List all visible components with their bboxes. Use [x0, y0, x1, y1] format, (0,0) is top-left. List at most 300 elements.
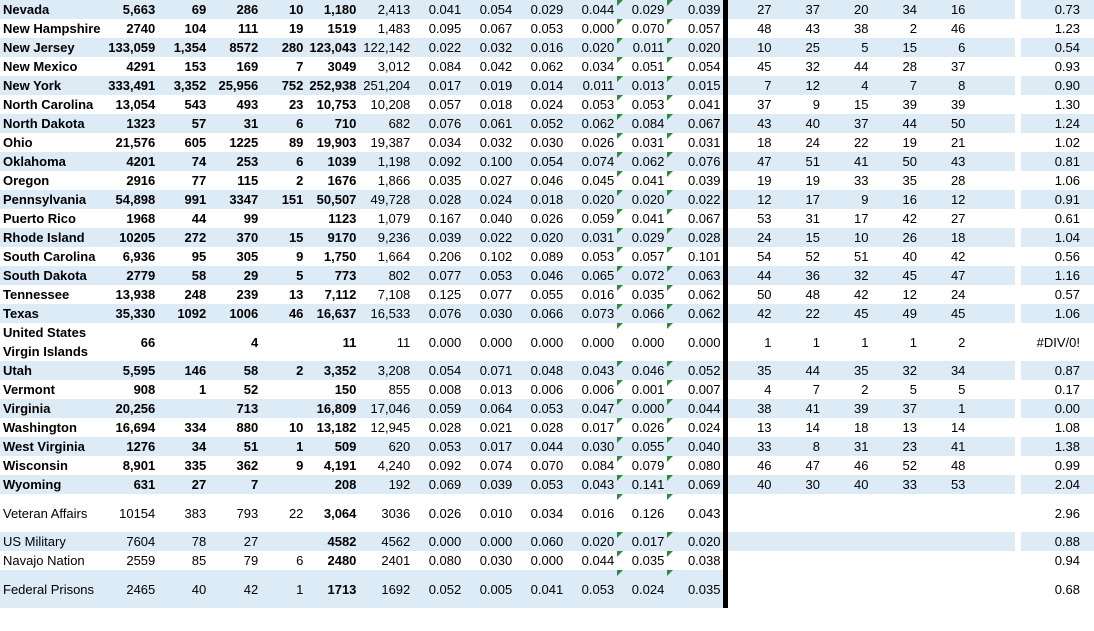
ratio-cell[interactable]: 1.24 [1021, 114, 1094, 133]
cell-r1[interactable]: 0.000 [428, 334, 462, 350]
cell-r3[interactable]: 0.052 [515, 114, 566, 133]
row-label[interactable]: Tennessee [3, 287, 70, 302]
rank-k1[interactable] [728, 551, 775, 570]
rank-k4[interactable] [871, 551, 919, 570]
rank-k1[interactable]: 24 [728, 228, 775, 247]
cell-c2[interactable]: 78 [158, 532, 209, 551]
rank-k3[interactable] [823, 532, 871, 551]
cell-r2[interactable]: 0.053 [464, 266, 515, 285]
rank-k5[interactable] [920, 570, 968, 608]
cell-r3[interactable]: 0.066 [515, 304, 566, 323]
cell-r3[interactable]: 0.006 [530, 382, 564, 397]
rank-k2[interactable]: 12 [775, 76, 823, 95]
cell-c1[interactable]: 4291 [126, 59, 156, 74]
cell-c3[interactable]: 8572 [209, 38, 261, 57]
rank-k2[interactable]: 32 [805, 59, 820, 74]
row-label[interactable]: Utah [0, 361, 104, 380]
ratio-cell[interactable]: 0.56 [1054, 249, 1080, 264]
cell-c4[interactable]: 9 [296, 249, 304, 264]
cell-r1[interactable]: 0.125 [428, 287, 462, 302]
cell-r2[interactable]: 0.013 [479, 382, 513, 397]
rank-k5[interactable]: 14 [950, 420, 966, 435]
cell-r1[interactable]: 0.077 [413, 266, 464, 285]
cell-r5[interactable]: 0.055 [617, 437, 667, 456]
cell-c2[interactable]: 57 [158, 114, 209, 133]
cell-r1[interactable]: 0.000 [413, 532, 464, 551]
cell-r3[interactable]: 0.053 [530, 21, 564, 36]
rank-k4[interactable]: 28 [902, 59, 917, 74]
cell-r1[interactable]: 0.041 [413, 0, 464, 19]
cell-c3[interactable]: 239 [236, 287, 259, 302]
rank-k5[interactable]: 48 [950, 458, 966, 473]
cell-r3[interactable]: 0.041 [515, 570, 566, 608]
rank-k4[interactable]: 26 [871, 228, 919, 247]
cell-c6[interactable]: 802 [359, 266, 413, 285]
cell-r2[interactable]: 0.024 [464, 190, 515, 209]
cell-c5[interactable]: 3,352 [306, 361, 359, 380]
cell-r2[interactable]: 0.027 [479, 173, 513, 188]
row-label[interactable]: Texas [0, 304, 104, 323]
rank-k1[interactable]: 1 [764, 334, 772, 350]
cell-c5[interactable]: 13,182 [316, 420, 357, 435]
cell-c1[interactable]: 7604 [104, 532, 159, 551]
cell-c2[interactable]: 1,354 [158, 38, 209, 57]
cell-c4[interactable]: 1 [261, 437, 306, 456]
cell-c3[interactable]: 42 [209, 570, 261, 608]
rank-k3[interactable]: 44 [854, 59, 869, 74]
ratio-cell[interactable]: 1.30 [1054, 97, 1080, 112]
row-label[interactable]: Washington [3, 420, 77, 435]
cell-c5[interactable]: 3,064 [323, 505, 357, 521]
row-label[interactable]: Virginia [0, 399, 104, 418]
cell-c2[interactable]: 1092 [158, 304, 209, 323]
rank-k1[interactable]: 38 [728, 399, 775, 418]
cell-r4[interactable]: 0.047 [566, 399, 617, 418]
cell-c6[interactable]: 620 [359, 437, 413, 456]
cell-c6[interactable]: 11 [396, 334, 411, 350]
rank-k4[interactable]: 39 [902, 97, 917, 112]
ratio-cell[interactable]: 0.93 [1054, 59, 1080, 74]
rank-k2[interactable]: 52 [805, 249, 820, 264]
cell-r4[interactable]: 0.031 [566, 228, 617, 247]
rank-k4[interactable] [871, 570, 919, 608]
cell-r1[interactable]: 0.084 [428, 59, 462, 74]
rank-k3[interactable]: 2 [861, 382, 869, 397]
cell-r1[interactable]: 0.092 [413, 152, 464, 171]
cell-c5[interactable]: 16,637 [306, 304, 359, 323]
rank-k3[interactable]: 17 [854, 211, 869, 226]
rank-k1[interactable]: 7 [728, 76, 775, 95]
cell-r1[interactable]: 0.206 [428, 249, 462, 264]
cell-c5[interactable]: 252,938 [306, 76, 359, 95]
cell-r5[interactable]: 0.057 [617, 247, 667, 266]
rank-k5[interactable]: 37 [950, 59, 966, 74]
cell-r5[interactable]: 0.035 [617, 285, 667, 304]
cell-r3[interactable]: 0.018 [515, 190, 566, 209]
rank-k2[interactable]: 40 [775, 114, 823, 133]
cell-c3[interactable]: 58 [209, 361, 261, 380]
cell-c6[interactable]: 17,046 [359, 399, 413, 418]
cell-r1[interactable]: 0.017 [413, 76, 464, 95]
cell-r6[interactable]: 0.024 [667, 418, 723, 437]
cell-r3[interactable]: 0.048 [515, 361, 566, 380]
cell-c4[interactable]: 6 [261, 114, 306, 133]
cell-c1[interactable]: 2559 [126, 553, 156, 568]
cell-c1[interactable]: 13,938 [115, 287, 156, 302]
cell-c4[interactable]: 10 [288, 420, 304, 435]
cell-c1[interactable]: 13,054 [115, 97, 156, 112]
cell-r5[interactable]: 0.126 [617, 494, 667, 532]
rank-k2[interactable]: 24 [805, 135, 820, 150]
cell-c4[interactable]: 19 [288, 21, 304, 36]
cell-r5[interactable]: 0.011 [617, 38, 667, 57]
cell-r1[interactable]: 0.028 [428, 420, 462, 435]
cell-c2[interactable]: 153 [184, 59, 207, 74]
cell-c6[interactable]: 1,866 [377, 173, 411, 188]
cell-r3[interactable]: 0.046 [515, 266, 566, 285]
rank-k5[interactable]: 8 [920, 76, 968, 95]
cell-r4[interactable]: 0.053 [581, 249, 615, 264]
cell-c3[interactable]: 7 [209, 475, 261, 494]
cell-r4[interactable]: 0.034 [581, 59, 615, 74]
rank-k3[interactable]: 31 [823, 437, 871, 456]
cell-r3[interactable]: 0.053 [515, 475, 566, 494]
rank-k3[interactable] [823, 570, 871, 608]
rank-k3[interactable]: 39 [823, 399, 871, 418]
cell-r2[interactable]: 0.000 [464, 532, 515, 551]
ratio-cell[interactable]: 2.96 [1021, 494, 1094, 532]
rank-k2[interactable]: 1 [812, 334, 820, 350]
cell-r2[interactable]: 0.019 [464, 76, 515, 95]
cell-r5[interactable]: 0.000 [617, 323, 667, 361]
cell-c6[interactable]: 1,664 [377, 249, 411, 264]
cell-c4[interactable] [261, 399, 306, 418]
cell-c2[interactable]: 85 [191, 553, 207, 568]
rank-k4[interactable]: 50 [871, 152, 919, 171]
rank-k3[interactable]: 10 [823, 228, 871, 247]
rank-k1[interactable] [728, 570, 775, 608]
cell-c6[interactable]: 122,142 [359, 38, 413, 57]
rank-k1[interactable]: 33 [728, 437, 775, 456]
rank-k4[interactable]: 42 [902, 211, 917, 226]
cell-r3[interactable]: 0.046 [530, 173, 564, 188]
cell-r2[interactable]: 0.018 [479, 97, 513, 112]
cell-r2[interactable]: 0.032 [479, 135, 513, 150]
cell-c6[interactable]: 1692 [359, 570, 413, 608]
cell-r6[interactable]: 0.043 [667, 494, 723, 532]
cell-c2[interactable] [158, 399, 209, 418]
cell-c3[interactable]: 169 [236, 59, 259, 74]
rank-k5[interactable]: 2 [958, 334, 966, 350]
rank-k1[interactable]: 13 [757, 420, 772, 435]
ratio-cell[interactable]: 0.91 [1021, 190, 1094, 209]
cell-r2[interactable]: 0.017 [464, 437, 515, 456]
cell-r3[interactable]: 0.053 [515, 399, 566, 418]
cell-c5[interactable]: 11 [342, 334, 357, 350]
cell-c4[interactable]: 23 [288, 97, 304, 112]
cell-r6[interactable]: 0.062 [667, 285, 723, 304]
rank-k2[interactable]: 19 [805, 173, 820, 188]
ratio-cell[interactable]: 1.23 [1054, 21, 1080, 36]
cell-c3[interactable]: 4 [251, 334, 259, 350]
rank-k5[interactable]: 18 [920, 228, 968, 247]
rank-k4[interactable]: 40 [902, 249, 917, 264]
rank-k2[interactable] [775, 532, 823, 551]
row-label[interactable]: Federal Prisons [0, 570, 104, 608]
row-label[interactable]: Nevada [0, 0, 104, 19]
rank-k3[interactable]: 42 [854, 287, 869, 302]
cell-c1[interactable]: 1968 [126, 211, 156, 226]
rank-k1[interactable]: 48 [757, 21, 772, 36]
rank-k1[interactable]: 50 [757, 287, 772, 302]
rank-k3[interactable]: 35 [823, 361, 871, 380]
cell-r1[interactable]: 0.008 [428, 382, 462, 397]
cell-c6[interactable]: 4562 [359, 532, 413, 551]
row-label[interactable]: New Mexico [3, 59, 78, 74]
cell-c3[interactable]: 1225 [229, 135, 259, 150]
cell-c2[interactable]: 95 [191, 249, 207, 264]
cell-c5[interactable]: 123,043 [306, 38, 359, 57]
cell-r2[interactable]: 0.022 [464, 228, 515, 247]
rank-k5[interactable]: 21 [950, 135, 966, 150]
cell-r4[interactable]: 0.017 [581, 420, 615, 435]
cell-c1[interactable]: 35,330 [104, 304, 159, 323]
cell-c1[interactable]: 6,936 [122, 249, 156, 264]
cell-r3[interactable]: 0.089 [530, 249, 564, 264]
rank-k4[interactable]: 16 [871, 190, 919, 209]
cell-c6[interactable]: 12,945 [370, 420, 411, 435]
rank-k4[interactable]: 13 [902, 420, 917, 435]
cell-r4[interactable]: 0.062 [566, 114, 617, 133]
rank-k2[interactable]: 25 [775, 38, 823, 57]
rank-k4[interactable]: 15 [871, 38, 919, 57]
row-label[interactable]: Wisconsin [3, 458, 68, 473]
cell-c1[interactable]: 2465 [104, 570, 159, 608]
rank-k5[interactable]: 24 [950, 287, 966, 302]
rank-k3[interactable]: 18 [854, 420, 869, 435]
ratio-cell[interactable]: 1.04 [1021, 228, 1094, 247]
cell-r2[interactable]: 0.064 [464, 399, 515, 418]
cell-c2[interactable]: 991 [158, 190, 209, 209]
cell-r2[interactable]: 0.100 [464, 152, 515, 171]
cell-r5[interactable]: 0.066 [617, 304, 667, 323]
rank-k5[interactable]: 27 [950, 211, 966, 226]
rank-k3[interactable]: 22 [854, 135, 869, 150]
cell-c3[interactable]: 51 [209, 437, 261, 456]
cell-r1[interactable]: 0.076 [413, 304, 464, 323]
cell-c3[interactable]: 115 [237, 173, 259, 188]
rank-k3[interactable]: 20 [823, 0, 871, 19]
rank-k2[interactable]: 30 [775, 475, 823, 494]
rank-k3[interactable]: 4 [823, 76, 871, 95]
rank-k5[interactable] [920, 532, 968, 551]
cell-r5[interactable]: 0.026 [617, 418, 667, 437]
row-label[interactable]: Pennsylvania [0, 190, 104, 209]
cell-r3[interactable]: 0.028 [530, 420, 564, 435]
rank-k4[interactable]: 49 [871, 304, 919, 323]
cell-c1[interactable]: 5,595 [104, 361, 159, 380]
rank-k4[interactable]: 5 [909, 382, 917, 397]
rank-k2[interactable]: 47 [805, 458, 820, 473]
cell-c1[interactable]: 2779 [104, 266, 159, 285]
row-label[interactable]: South Carolina [3, 249, 96, 264]
cell-c5[interactable]: 1,750 [323, 249, 357, 264]
rank-k5[interactable]: 6 [920, 38, 968, 57]
rank-k3[interactable]: 9 [823, 190, 871, 209]
ratio-cell[interactable]: 0.61 [1054, 211, 1080, 226]
cell-r1[interactable]: 0.167 [428, 211, 462, 226]
cell-c5[interactable]: 19,903 [316, 135, 357, 150]
cell-r3[interactable]: 0.030 [530, 135, 564, 150]
cell-c5[interactable]: 16,809 [306, 399, 359, 418]
cell-r4[interactable]: 0.011 [566, 76, 617, 95]
cell-r1[interactable]: 0.076 [413, 114, 464, 133]
cell-r6[interactable]: 0.054 [667, 57, 723, 76]
cell-c5[interactable]: 50,507 [306, 190, 359, 209]
cell-c4[interactable]: 15 [261, 228, 306, 247]
cell-r6[interactable]: 0.040 [667, 437, 723, 456]
rank-k1[interactable]: 40 [728, 475, 775, 494]
cell-r6[interactable]: 0.028 [667, 228, 723, 247]
cell-c4[interactable]: 10 [261, 0, 306, 19]
cell-r4[interactable]: 0.000 [581, 21, 615, 36]
cell-r2[interactable]: 0.074 [479, 458, 513, 473]
cell-r3[interactable]: 0.044 [515, 437, 566, 456]
cell-c5[interactable]: 10,753 [316, 97, 357, 112]
cell-r6[interactable]: 0.080 [667, 456, 723, 475]
cell-c6[interactable]: 9,236 [359, 228, 413, 247]
row-label[interactable]: US Military [0, 532, 104, 551]
cell-r2[interactable]: 0.067 [479, 21, 513, 36]
cell-c1[interactable]: 16,694 [115, 420, 156, 435]
rank-k5[interactable]: 41 [920, 437, 968, 456]
cell-c3[interactable]: 99 [243, 211, 259, 226]
rank-k4[interactable]: 34 [871, 0, 919, 19]
rank-k1[interactable]: 27 [728, 0, 775, 19]
cell-r1[interactable]: 0.080 [428, 553, 462, 568]
cell-c3[interactable]: 29 [209, 266, 261, 285]
cell-c2[interactable]: 44 [191, 211, 207, 226]
cell-r2[interactable]: 0.102 [479, 249, 513, 264]
cell-c2[interactable]: 1 [199, 382, 207, 397]
row-label[interactable]: Ohio [3, 135, 33, 150]
cell-c1[interactable]: 5,663 [104, 0, 159, 19]
cell-c3[interactable]: 713 [209, 399, 261, 418]
row-label[interactable]: North Carolina [3, 97, 94, 112]
cell-c1[interactable]: 54,898 [104, 190, 159, 209]
rank-k5[interactable]: 42 [950, 249, 966, 264]
cell-c4[interactable]: 752 [261, 76, 306, 95]
cell-r6[interactable]: 0.020 [667, 532, 723, 551]
rank-k4[interactable]: 23 [871, 437, 919, 456]
ratio-cell[interactable]: 0.54 [1021, 38, 1094, 57]
cell-c2[interactable]: 543 [184, 97, 207, 112]
cell-c2[interactable]: 248 [184, 287, 207, 302]
rank-k3[interactable]: 41 [823, 152, 871, 171]
rank-k4[interactable]: 32 [871, 361, 919, 380]
ratio-cell[interactable]: 0.94 [1021, 551, 1094, 570]
cell-r1[interactable]: 0.059 [413, 399, 464, 418]
cell-r3[interactable]: 0.060 [515, 532, 566, 551]
ratio-cell[interactable]: 1.06 [1054, 173, 1080, 188]
cell-r2[interactable]: 0.021 [479, 420, 513, 435]
cell-c5[interactable]: 1519 [327, 21, 357, 36]
rank-k1[interactable]: 19 [757, 173, 772, 188]
rank-k3[interactable]: 46 [854, 458, 869, 473]
cell-c1[interactable]: 21,576 [115, 135, 156, 150]
cell-c6[interactable]: 49,728 [359, 190, 413, 209]
cell-r2[interactable]: 0.030 [464, 304, 515, 323]
row-label[interactable]: New Jersey [0, 38, 104, 57]
cell-r3[interactable]: 0.062 [530, 59, 564, 74]
rank-k4[interactable] [871, 494, 919, 532]
cell-r5[interactable]: 0.053 [617, 95, 667, 114]
cell-r3[interactable]: 0.000 [530, 334, 564, 350]
cell-c6[interactable]: 1,483 [377, 21, 411, 36]
rank-k2[interactable]: 43 [805, 21, 820, 36]
cell-c4[interactable]: 1 [261, 570, 306, 608]
rank-k5[interactable]: 43 [920, 152, 968, 171]
cell-c3[interactable]: 1006 [209, 304, 261, 323]
cell-c6[interactable]: 19,387 [370, 135, 411, 150]
rank-k2[interactable]: 9 [812, 97, 820, 112]
cell-r2[interactable]: 0.054 [464, 0, 515, 19]
cell-c1[interactable]: 1323 [104, 114, 159, 133]
cell-c1[interactable]: 1276 [104, 437, 159, 456]
cell-r4[interactable]: 0.043 [566, 361, 617, 380]
rank-k4[interactable]: 45 [871, 266, 919, 285]
rank-k1[interactable]: 35 [728, 361, 775, 380]
ratio-cell[interactable]: 0.81 [1021, 152, 1094, 171]
cell-r1[interactable]: 0.039 [413, 228, 464, 247]
cell-c1[interactable]: 8,901 [122, 458, 156, 473]
cell-c4[interactable]: 46 [261, 304, 306, 323]
rank-k2[interactable]: 31 [805, 211, 820, 226]
cell-r5[interactable]: 0.070 [617, 19, 667, 38]
rank-k3[interactable]: 40 [823, 475, 871, 494]
cell-r3[interactable]: 0.070 [530, 458, 564, 473]
cell-c1[interactable]: 631 [104, 475, 159, 494]
rank-k5[interactable]: 16 [920, 0, 968, 19]
rank-k5[interactable]: 47 [920, 266, 968, 285]
rank-k2[interactable]: 36 [775, 266, 823, 285]
rank-k1[interactable]: 45 [757, 59, 772, 74]
cell-c5[interactable]: 3049 [327, 59, 357, 74]
cell-c6[interactable]: 10,208 [370, 97, 411, 112]
rank-k5[interactable] [920, 494, 968, 532]
cell-r5[interactable]: 0.001 [617, 380, 667, 399]
rank-k2[interactable]: 14 [805, 420, 820, 435]
cell-r2[interactable]: 0.005 [464, 570, 515, 608]
cell-r5[interactable]: 0.020 [617, 190, 667, 209]
cell-c2[interactable]: 3,352 [158, 76, 209, 95]
ratio-cell[interactable]: 0.87 [1021, 361, 1094, 380]
cell-r6[interactable]: 0.035 [667, 570, 723, 608]
rank-k3[interactable]: 38 [854, 21, 869, 36]
cell-r1[interactable]: 0.092 [428, 458, 462, 473]
cell-r3[interactable]: 0.020 [515, 228, 566, 247]
ratio-cell[interactable]: 1.02 [1054, 135, 1080, 150]
cell-c1[interactable]: 4201 [104, 152, 159, 171]
cell-r3[interactable]: 0.034 [530, 505, 564, 521]
cell-c2[interactable]: 34 [158, 437, 209, 456]
ratio-cell[interactable]: 0.17 [1054, 382, 1080, 397]
cell-c6[interactable]: 192 [359, 475, 413, 494]
cell-r6[interactable]: 0.062 [667, 304, 723, 323]
rank-k2[interactable] [775, 494, 823, 532]
cell-r4[interactable]: 0.073 [566, 304, 617, 323]
rank-k4[interactable]: 37 [871, 399, 919, 418]
